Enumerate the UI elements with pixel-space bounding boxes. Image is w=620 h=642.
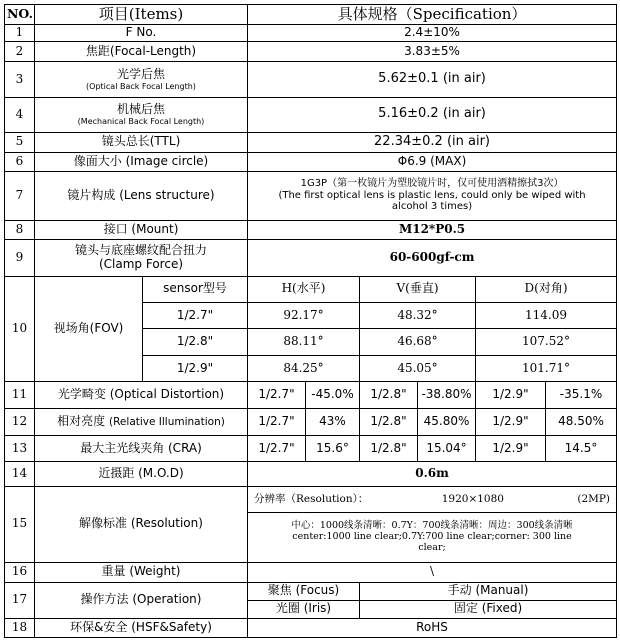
fov-v: 48.32° (360, 302, 476, 328)
value-cell: 48.50% (546, 408, 617, 435)
row-value: Φ6.9 (MAX) (248, 152, 617, 171)
fov-sensor: 1/2.9" (143, 355, 248, 381)
row-no: 10 (5, 276, 35, 382)
resolution-mp: (2MP) (577, 493, 611, 506)
sensor-cell: 1/2.9" (476, 408, 546, 435)
lens-line-1: 1G3P（第一枚镜片为塑胶镜片时，仅可使用酒精擦拭3次） (300, 178, 564, 190)
fov-col-h: H(水平) (248, 276, 360, 302)
sensor-cell: 1/2.7" (248, 382, 306, 408)
row-no: 15 (5, 486, 35, 562)
fov-d: 107.52° (476, 329, 617, 355)
item-en: (Relative Illumination) (109, 415, 225, 428)
fov-sensor: 1/2.8" (143, 329, 248, 355)
row-item (35, 62, 248, 98)
sensor-cell: 1/2.9" (476, 382, 546, 408)
item-en: (Clamp Force) (98, 256, 184, 271)
row-value: 60-600gf-cm (248, 239, 617, 276)
row-no: 1 (5, 25, 35, 42)
operation-value: 固定 (Fixed) (360, 600, 617, 618)
row-item: 像面大小 (Image circle) (35, 152, 248, 171)
row-no: 6 (5, 152, 35, 171)
fov-v: 45.05° (360, 355, 476, 381)
row-value (248, 171, 617, 220)
resolution-line (248, 486, 617, 512)
resolution-detail-en: center:1000 line clear;0.7Y:700 line clear;corner: 300 line (292, 531, 572, 543)
value-cell: 43% (306, 408, 360, 435)
value-cell: 14.5° (546, 436, 617, 462)
row-value: M12*P0.5 (248, 220, 617, 239)
row-no: 4 (5, 97, 35, 132)
table-row (5, 276, 617, 302)
value-cell: 45.80% (418, 408, 476, 435)
table-row (5, 618, 617, 637)
row-no: 14 (5, 462, 35, 486)
row-value: RoHS (248, 618, 617, 637)
row-no: 16 (5, 562, 35, 582)
row-item: 重量 (Weight) (35, 562, 248, 582)
row-no: 5 (5, 132, 35, 152)
fov-h: 92.17° (248, 302, 360, 328)
table-row (5, 25, 617, 42)
lens-line-2: (The first optical lens is plastic lens, could only be wiped with (278, 189, 586, 201)
header-no: NO. (5, 5, 35, 25)
table-row (5, 436, 617, 462)
row-item: 操作方法 (Operation) (35, 582, 248, 618)
row-value: 5.62±0.1 (in air) (248, 62, 617, 98)
row-no: 7 (5, 171, 35, 220)
row-no: 9 (5, 239, 35, 276)
table-row (5, 62, 617, 98)
sensor-cell: 1/2.8" (360, 436, 418, 462)
item-zh: 机械后焦 (116, 102, 165, 117)
fov-h: 84.25° (248, 355, 360, 381)
fov-d: 114.09 (476, 302, 617, 328)
row-item: 焦距(Focal-Length) (35, 41, 248, 61)
row-item: F No. (35, 25, 248, 42)
header-row (5, 5, 617, 25)
row-item: 光学畸变 (Optical Distortion) (35, 382, 248, 408)
row-item: 最大主光线夹角 (CRA) (35, 436, 248, 462)
fov-col-sensor: sensor型号 (143, 276, 248, 302)
row-value: 22.34±0.2 (in air) (248, 132, 617, 152)
row-no: 2 (5, 41, 35, 61)
value-cell: 15.6° (306, 436, 360, 462)
row-no: 18 (5, 618, 35, 637)
sensor-cell: 1/2.7" (248, 408, 306, 435)
table-row (5, 220, 617, 239)
table-row (5, 582, 617, 600)
resolution-value: 1920×1080 (441, 493, 504, 506)
table-row (5, 486, 617, 512)
row-value: \ (248, 562, 617, 582)
row-value: 2.4±10% (248, 25, 617, 42)
sensor-cell: 1/2.7" (248, 436, 306, 462)
item-en: (Mechanical Back Focal Length) (77, 117, 205, 127)
row-item (35, 97, 248, 132)
operation-value: 手动 (Manual) (360, 582, 617, 600)
row-no: 8 (5, 220, 35, 239)
header-spec: 具体规格（Specification） (248, 5, 617, 25)
fov-col-v: V(垂直) (360, 276, 476, 302)
row-item: 环保&安全 (HSF&Safety) (35, 618, 248, 637)
row-item: 镜头总长(TTL) (35, 132, 248, 152)
row-item: 近摄距 (M.O.D) (35, 462, 248, 486)
row-no: 11 (5, 382, 35, 408)
item-en: (Optical Back Focal Length) (86, 81, 196, 91)
table-row (5, 132, 617, 152)
row-value: 3.83±5% (248, 41, 617, 61)
row-item: 镜片构成 (Lens structure) (35, 171, 248, 220)
table-row (5, 171, 617, 220)
sensor-cell: 1/2.8" (360, 408, 418, 435)
item-zh: 镜头与底座螺纹配合扭力 (74, 242, 207, 257)
row-item: 接口 (Mount) (35, 220, 248, 239)
row-item (35, 239, 248, 276)
table-row (5, 97, 617, 132)
table-row (5, 562, 617, 582)
row-no: 12 (5, 408, 35, 435)
value-cell: 15.04° (418, 436, 476, 462)
fov-h: 88.11° (248, 329, 360, 355)
row-no: 17 (5, 582, 35, 618)
fov-sensor: 1/2.7" (143, 302, 248, 328)
table-row (5, 152, 617, 171)
table-row (5, 382, 617, 408)
lens-line-3: alcohol 3 times) (391, 201, 473, 213)
table-row (5, 239, 617, 276)
item-zh: 光学后焦 (116, 67, 165, 82)
row-value: 0.6m (248, 462, 617, 486)
table-row (5, 408, 617, 435)
row-no: 3 (5, 62, 35, 98)
sensor-cell: 1/2.9" (476, 436, 546, 462)
table-row (5, 41, 617, 61)
operation-label: 聚焦 (Focus) (248, 582, 360, 600)
resolution-detail-zh: 中心：1000线条清晰：0.7Y：700线条清晰：周边：300线条清晰 (291, 520, 573, 532)
resolution-detail-en-2: clear; (418, 541, 446, 553)
row-value: 5.16±0.2 (in air) (248, 97, 617, 132)
row-item: 解像标准 (Resolution) (35, 486, 248, 562)
item-zh: 相对亮度 (57, 413, 106, 428)
table-row (5, 462, 617, 486)
spec-table (4, 4, 617, 638)
value-cell: -45.0% (306, 382, 360, 408)
row-no: 13 (5, 436, 35, 462)
row-item: 视场角(FOV) (35, 276, 143, 382)
resolution-label: 分辨率（Resolution）： (254, 493, 369, 506)
sensor-cell: 1/2.8" (360, 382, 418, 408)
row-item (35, 408, 248, 435)
value-cell: -35.1% (546, 382, 617, 408)
fov-v: 46.68° (360, 329, 476, 355)
value-cell: -38.80% (418, 382, 476, 408)
fov-col-d: D(对角) (476, 276, 617, 302)
header-item: 项目(Items) (35, 5, 248, 25)
operation-label: 光圈 (Iris) (248, 600, 360, 618)
resolution-detail (248, 513, 617, 563)
fov-d: 101.71° (476, 355, 617, 381)
